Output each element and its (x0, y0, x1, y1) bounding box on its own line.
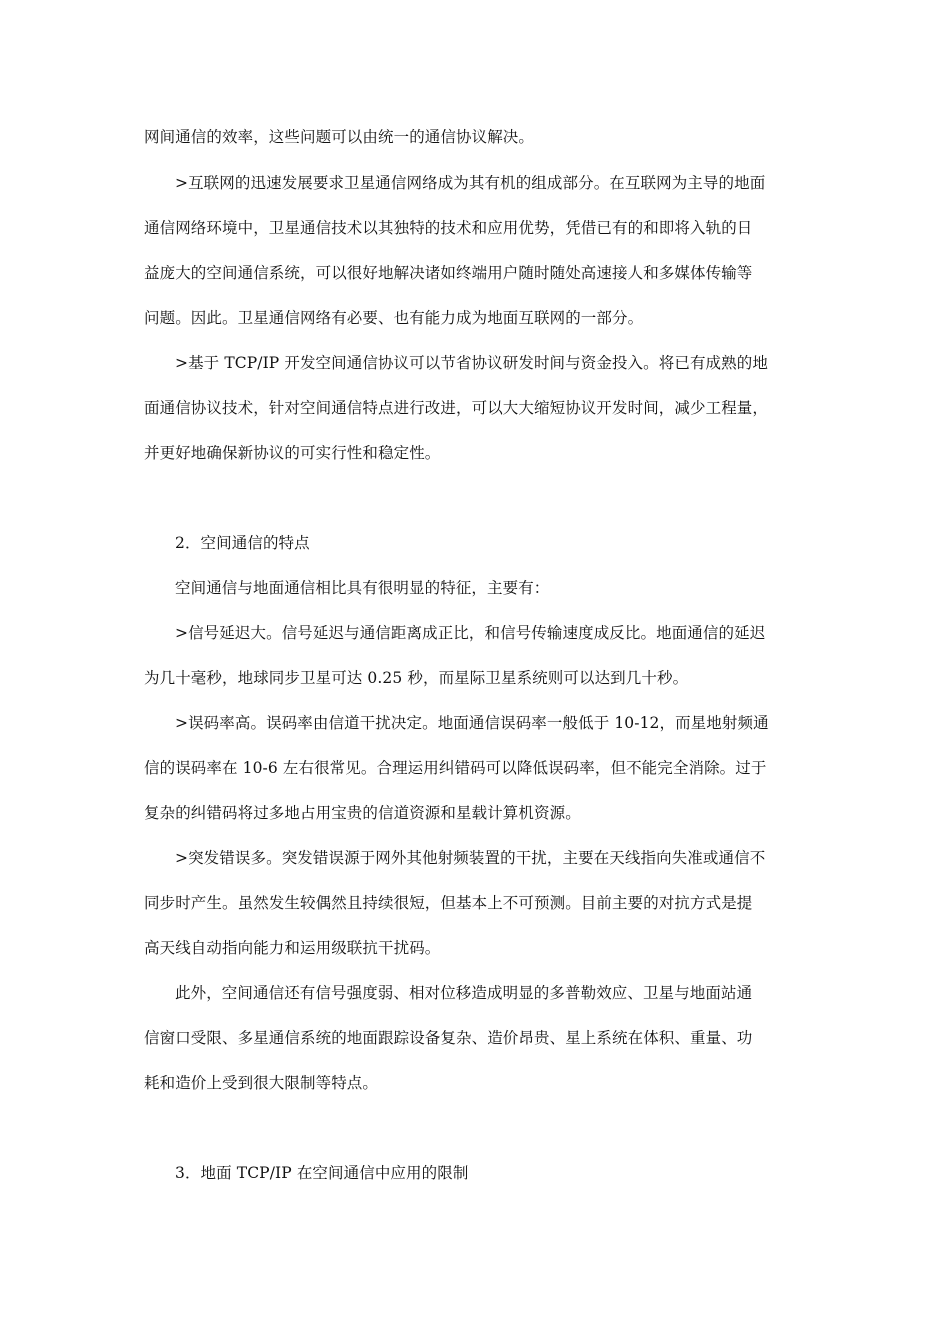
paragraph-line: 空间通信与地面通信相比具有很明显的特征，主要有： (175, 579, 550, 597)
paragraph-line: 并更好地确保新协议的可实行性和稳定性。 (144, 444, 441, 462)
paragraph-line: 复杂的纠错码将过多地占用宝贵的信道资源和星载计算机资源。 (144, 804, 581, 822)
paragraph-line: >信号延迟大。信号延迟与通信距离成正比，和信号传输速度成反比。地面通信的延迟 (175, 624, 766, 642)
paragraph-line: 面通信协议技术，针对空间通信特点进行改进，可以大大缩短协议开发时间，减少工程量， (144, 399, 769, 417)
paragraph-line: >突发错误多。突发错误源于网外其他射频装置的干扰，主要在天线指向失准或通信不 (175, 849, 766, 867)
paragraph-line: 问题。因此。卫星通信网络有必要、也有能力成为地面互联网的一部分。 (144, 309, 644, 327)
paragraph-line: 网间通信的效率，这些问题可以由统一的通信协议解决。 (144, 128, 535, 146)
paragraph-line: 耗和造价上受到很大限制等特点。 (144, 1074, 379, 1092)
paragraph-line: 为几十毫秒，地球同步卫星可达 0.25 秒，而星际卫星系统则可以达到几十秒。 (144, 669, 689, 687)
paragraph-line: 高天线自动指向能力和运用级联抗干扰码。 (144, 939, 441, 957)
paragraph-line: 通信网络环境中，卫星通信技术以其独特的技术和应用优势，凭借已有的和即将入轨的日 (144, 219, 753, 237)
paragraph-line: 同步时产生。虽然发生较偶然且持续很短，但基本上不可预测。目前主要的对抗方式是提 (144, 894, 753, 912)
section-heading: 2．空间通信的特点 (175, 534, 310, 552)
paragraph-line: 信窗口受限、多星通信系统的地面跟踪设备复杂、造价昂贵、星上系统在体积、重量、功 (144, 1029, 753, 1047)
paragraph-line: >基于 TCP/IP 开发空间通信协议可以节省协议研发时间与资金投入。将已有成熟的地 (175, 354, 768, 372)
paragraph-line: 此外，空间通信还有信号强度弱、相对位移造成明显的多普勒效应、卫星与地面站通 (175, 984, 753, 1002)
paragraph-line: >误码率高。误码率由信道干扰决定。地面通信误码率一般低于 10-12，而星地射频通 (175, 714, 769, 732)
paragraph-line: >互联网的迅速发展要求卫星通信网络成为其有机的组成部分。在互联网为主导的地面 (175, 174, 766, 192)
paragraph-line: 信的误码率在 10-6 左右很常见。合理运用纠错码可以降低误码率，但不能完全消除。过于 (144, 759, 767, 777)
section-heading: 3．地面 TCP/IP 在空间通信中应用的限制 (175, 1164, 469, 1182)
paragraph-line: 益庞大的空间通信系统，可以很好地解决诸如终端用户随时随处高速接人和多媒体传输等 (144, 264, 753, 282)
